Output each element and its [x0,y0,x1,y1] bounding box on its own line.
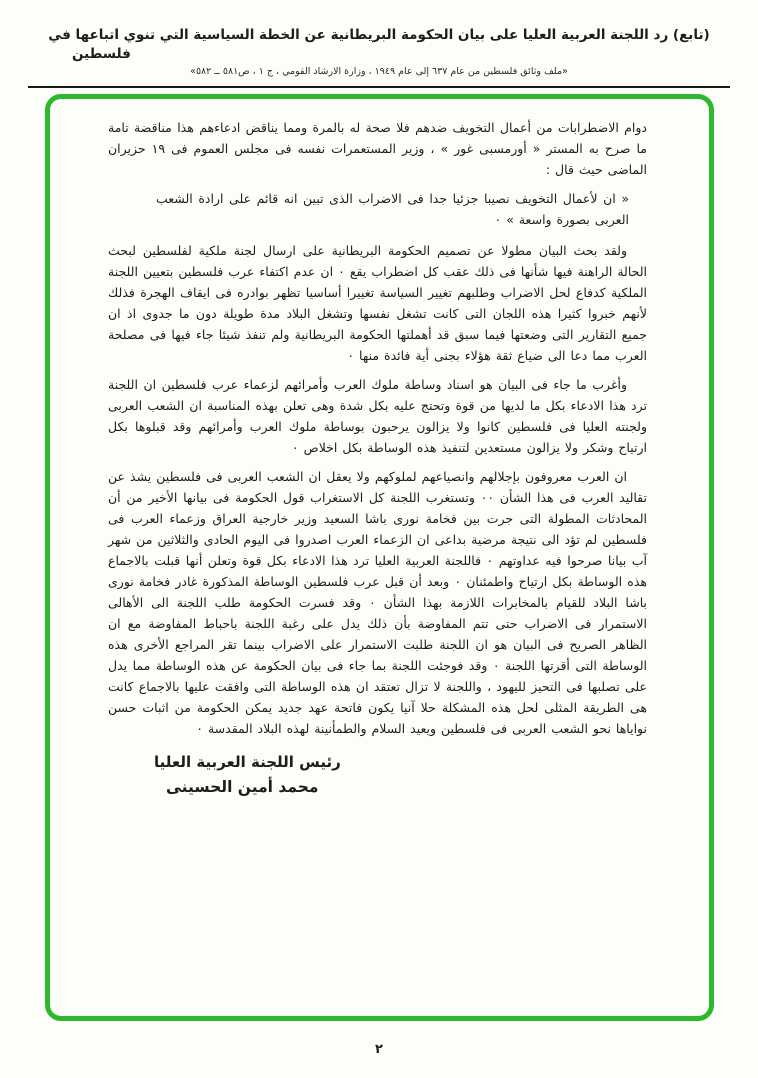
signature-name: محمد أمين الحسينى [166,778,319,796]
green-highlight-frame [45,94,714,1021]
document-source-line: «ملف وثائق فلسطين من عام ٦٣٧ إلى عام ١٩٤٩ ، وزارة الارشاد القومي ، ج ١ ، ص٥٨١ ــ ٥٨٢» [190,66,568,77]
signature-title: رئيس اللجنة العربية العليا [154,753,341,771]
document-title-line1: (تابع) رد اللجنة العربية العليا على بيان الحكومة البريطانية عن الخطة السياسية التي تنوي اتباعها في [48,27,710,43]
page-number: ٢ [375,1042,383,1057]
header-divider [28,86,730,88]
signature-block [108,753,647,796]
quote-paragraph: « ان لأعمال التخويف نصيبا جزئيا جدا فى الاضراب الذى تبين انه قائم على ارادة الشعب العربى بصورة واسعة » ٠ [156,191,629,227]
body-paragraph: ان العرب معروفون بإجلالهم وانصياعهم لملوكهم ولا يعقل ان الشعب العربى فى فلسطين يشذ عن تقاليد العرب فى هذا الشأن ٠٠ وتستغرب اللجنة كل الاستغراب قول الحكومة فى بيانها الأخير من أن المحادثات المطولة التى جرت بين فخامة نورى باشا السعيد وزير خارجية العراق وزعماء العرب فى فلسطين لم تؤد الى نتيجة مرضية بداعى ان الزعماء العرب اصدروا فى اليوم الحادى والثلاثين من شهر آب بيانا صرحوا فيه عداوتهم ٠ فاللجنة العربية العليا ترد هذا الادعاء بكل قوة وتعلن أنها قبلت بالاجماع هذه الوساطة بكل ارتياح واطمئنان ٠ وبعد أن قبل عرب فلسطين الوساطة المذكورة غادر فخامة نورى باشا البلاد للقيام بالمخابرات اللازمة بهذا الشأن ٠ وقد فسرت الحكومة طلب اللجنة الى الأهالى الاستمرار فى الاضراب حتى تتم المفاوضة بأن ذلك يدل على رغبة اللجنة باحباط المفاوضة مع ان الظاهر الصريح فى البيان هو ان اللجنة طلبت الاستمرار على الاضراب بينما تقر المراجع الأخرى هذه الوساطة التى أقرتها اللجنة ٠ وقد فوجئت اللجنة بما جاء فى بيان الحكومة عن هذه الوساطة مما يدل على تصلبها فى التحيز لليهود ، واللجنة لا تزال تعتقد ان هذه الوساطة التى وافقت عليها بالاجماع كانت هى الطريقة المثلى لحل هذه المشكلة حلا آنيا يكون فاتحة عهد جديد يمكن الحكومة من اثبات حسن نواياها نحو الشعب العربى فى فلسطين ويعيد السلام والطمأنينة لهذه البلاد المقدسة ٠ [108,469,647,736]
document-title-line2: فلسطين [72,46,131,62]
document-body [50,99,709,796]
body-paragraph: دوام الاضطرابات من أعمال التخويف ضدهم فلا صحة له بالمرة ومما يناقض ادعاءهم هذا مناقضة تامة ما صرح به المستر « أورمسبى غور » ، وزير المستعمرات نفسه فى مجلس العموم فى ١٩ حزيران الماضى حيث قال : [108,120,647,177]
body-paragraph: ولقد بحث البيان مطولا عن تصميم الحكومة البريطانية على ارسال لجنة ملكية لفلسطين لبحث الحالة الراهنة فيها شأنها فى ذلك عقب كل اضطراب يقع ٠ ان عدم اكتفاء عرب فلسطين بتعيين اللجنة الملكية كدفاع لحل الاضراب وطلبهم تغيير السياسة تغييرا أساسيا تظهر بوادره فى ايقاف الهجرة فذلك لأنهم خبروا كثيرا هذه اللجان التى كانت تشغل نفسها وتشغل البلاد مدة طويلة دون ما جدوى اذ ان جميع التقارير التى وضعتها فيما سبق قد أهملتها الحكومة البريطانية ولم تنفذ شيئا جاء فيها فى مصلحة العرب مما دعا الى ضياع ثقة هؤلاء بجنى أية فائدة منها ٠ [108,243,648,363]
body-paragraph: وأغرب ما جاء فى البيان هو اسناد وساطة ملوك العرب وأمرائهم لزعماء عرب فلسطين ان اللجنة ترد هذا الادعاء بكل ما لديها من قوة وتحتج عليه بكل شدة وهى تعلن بهذه المناسبة ان الشعب العربى ولجنته العليا فى فلسطين كانوا ولا يزالون يرحبون بوساطة ملوك العرب وأمرائهم وقد قبلوها بكل ارتياح وشكر ولا يزالون مستعدين لتنفيذ هذه الوساطة بكل اخلاص ٠ [108,377,647,455]
